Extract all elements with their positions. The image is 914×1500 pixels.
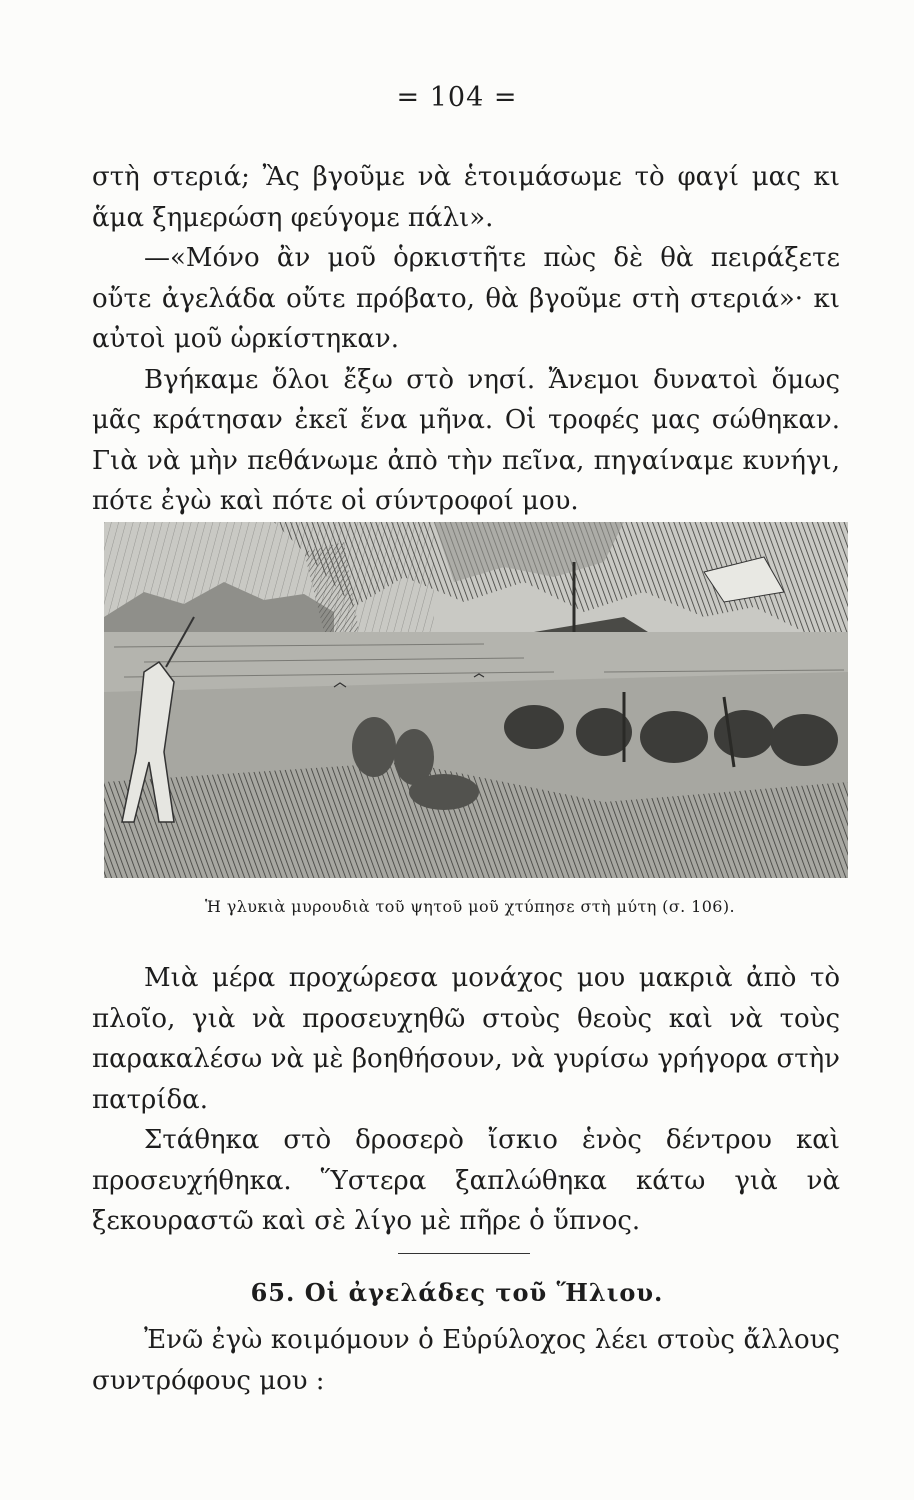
text-block-bottom: [92, 958, 840, 1242]
engraving-scene: [104, 522, 848, 878]
paragraph: Ἐνῶ ἐγὼ κοιμόμουν ὁ Εὐρύλοχος λέει στοὺς ἄλλους συντρόφους μου :: [92, 1325, 840, 1396]
section-divider: [398, 1253, 530, 1254]
section-heading: 65. Οἱ ἀγελάδες τοῦ Ἥλιου.: [250, 1278, 664, 1307]
text-block-top: [92, 157, 840, 522]
text-block-last: [92, 1320, 840, 1401]
page-number: = 104 =: [396, 82, 518, 113]
paragraph: Στάθηκα στὸ δροσερὸ ἴσκιο ἑνὸς δέντρου καὶ προσευχήθηκα. Ὕστερα ξαπλώθηκα κάτω γιὰ νὰ ξεκουραστῶ καὶ σὲ λίγο μὲ πῆρε ὁ ὕπνος.: [92, 1125, 840, 1236]
illustration-caption: Ἡ γλυκιὰ μυρουδιὰ τοῦ ψητοῦ μοῦ χτύπησε στὴ μύτη (σ. 106).: [205, 897, 735, 916]
paragraph: —«Μόνο ἂν μοῦ ὁρκιστῆτε πὼς δὲ θὰ πειράξετε οὔτε ἀγελάδα οὔτε πρόβατο, θὰ βγοῦμε στὴ στεριά»· κι αὐτοὶ μοῦ ὡρκίστηκαν.: [92, 243, 840, 354]
paragraph: Βγήκαμε ὅλοι ἔξω στὸ νησί. Ἄνεμοι δυνατοὶ ὅμως μᾶς κράτησαν ἐκεῖ ἕνα μῆνα. Οἱ τροφές μας σώθηκαν. Γιὰ νὰ μὴν πεθάνωμε ἀπὸ τὴν πεῖνα, πηγαίναμε κυνήγι, πότε ἐγὼ καὶ πότε οἱ σύντροφοί μου.: [92, 364, 840, 516]
paragraph: Μιὰ μέρα προχώρεσα μονάχος μου μακριὰ ἀπὸ τὸ πλοῖο, γιὰ νὰ προσευχηθῶ στοὺς θεοὺς καὶ νὰ τοὺς παρακαλέσω νὰ μὲ βοηθήσουν, νὰ γυρίσω γρήγορα στὴν πατρίδα.: [92, 963, 840, 1115]
engraving-illustration: [104, 522, 848, 878]
paragraph: στὴ στεριά; Ἂς βγοῦμε νὰ ἑτοιμάσωμε τὸ φαγί μας κι ἅμα ξημερώση φεύγομε πάλι».: [92, 162, 840, 233]
